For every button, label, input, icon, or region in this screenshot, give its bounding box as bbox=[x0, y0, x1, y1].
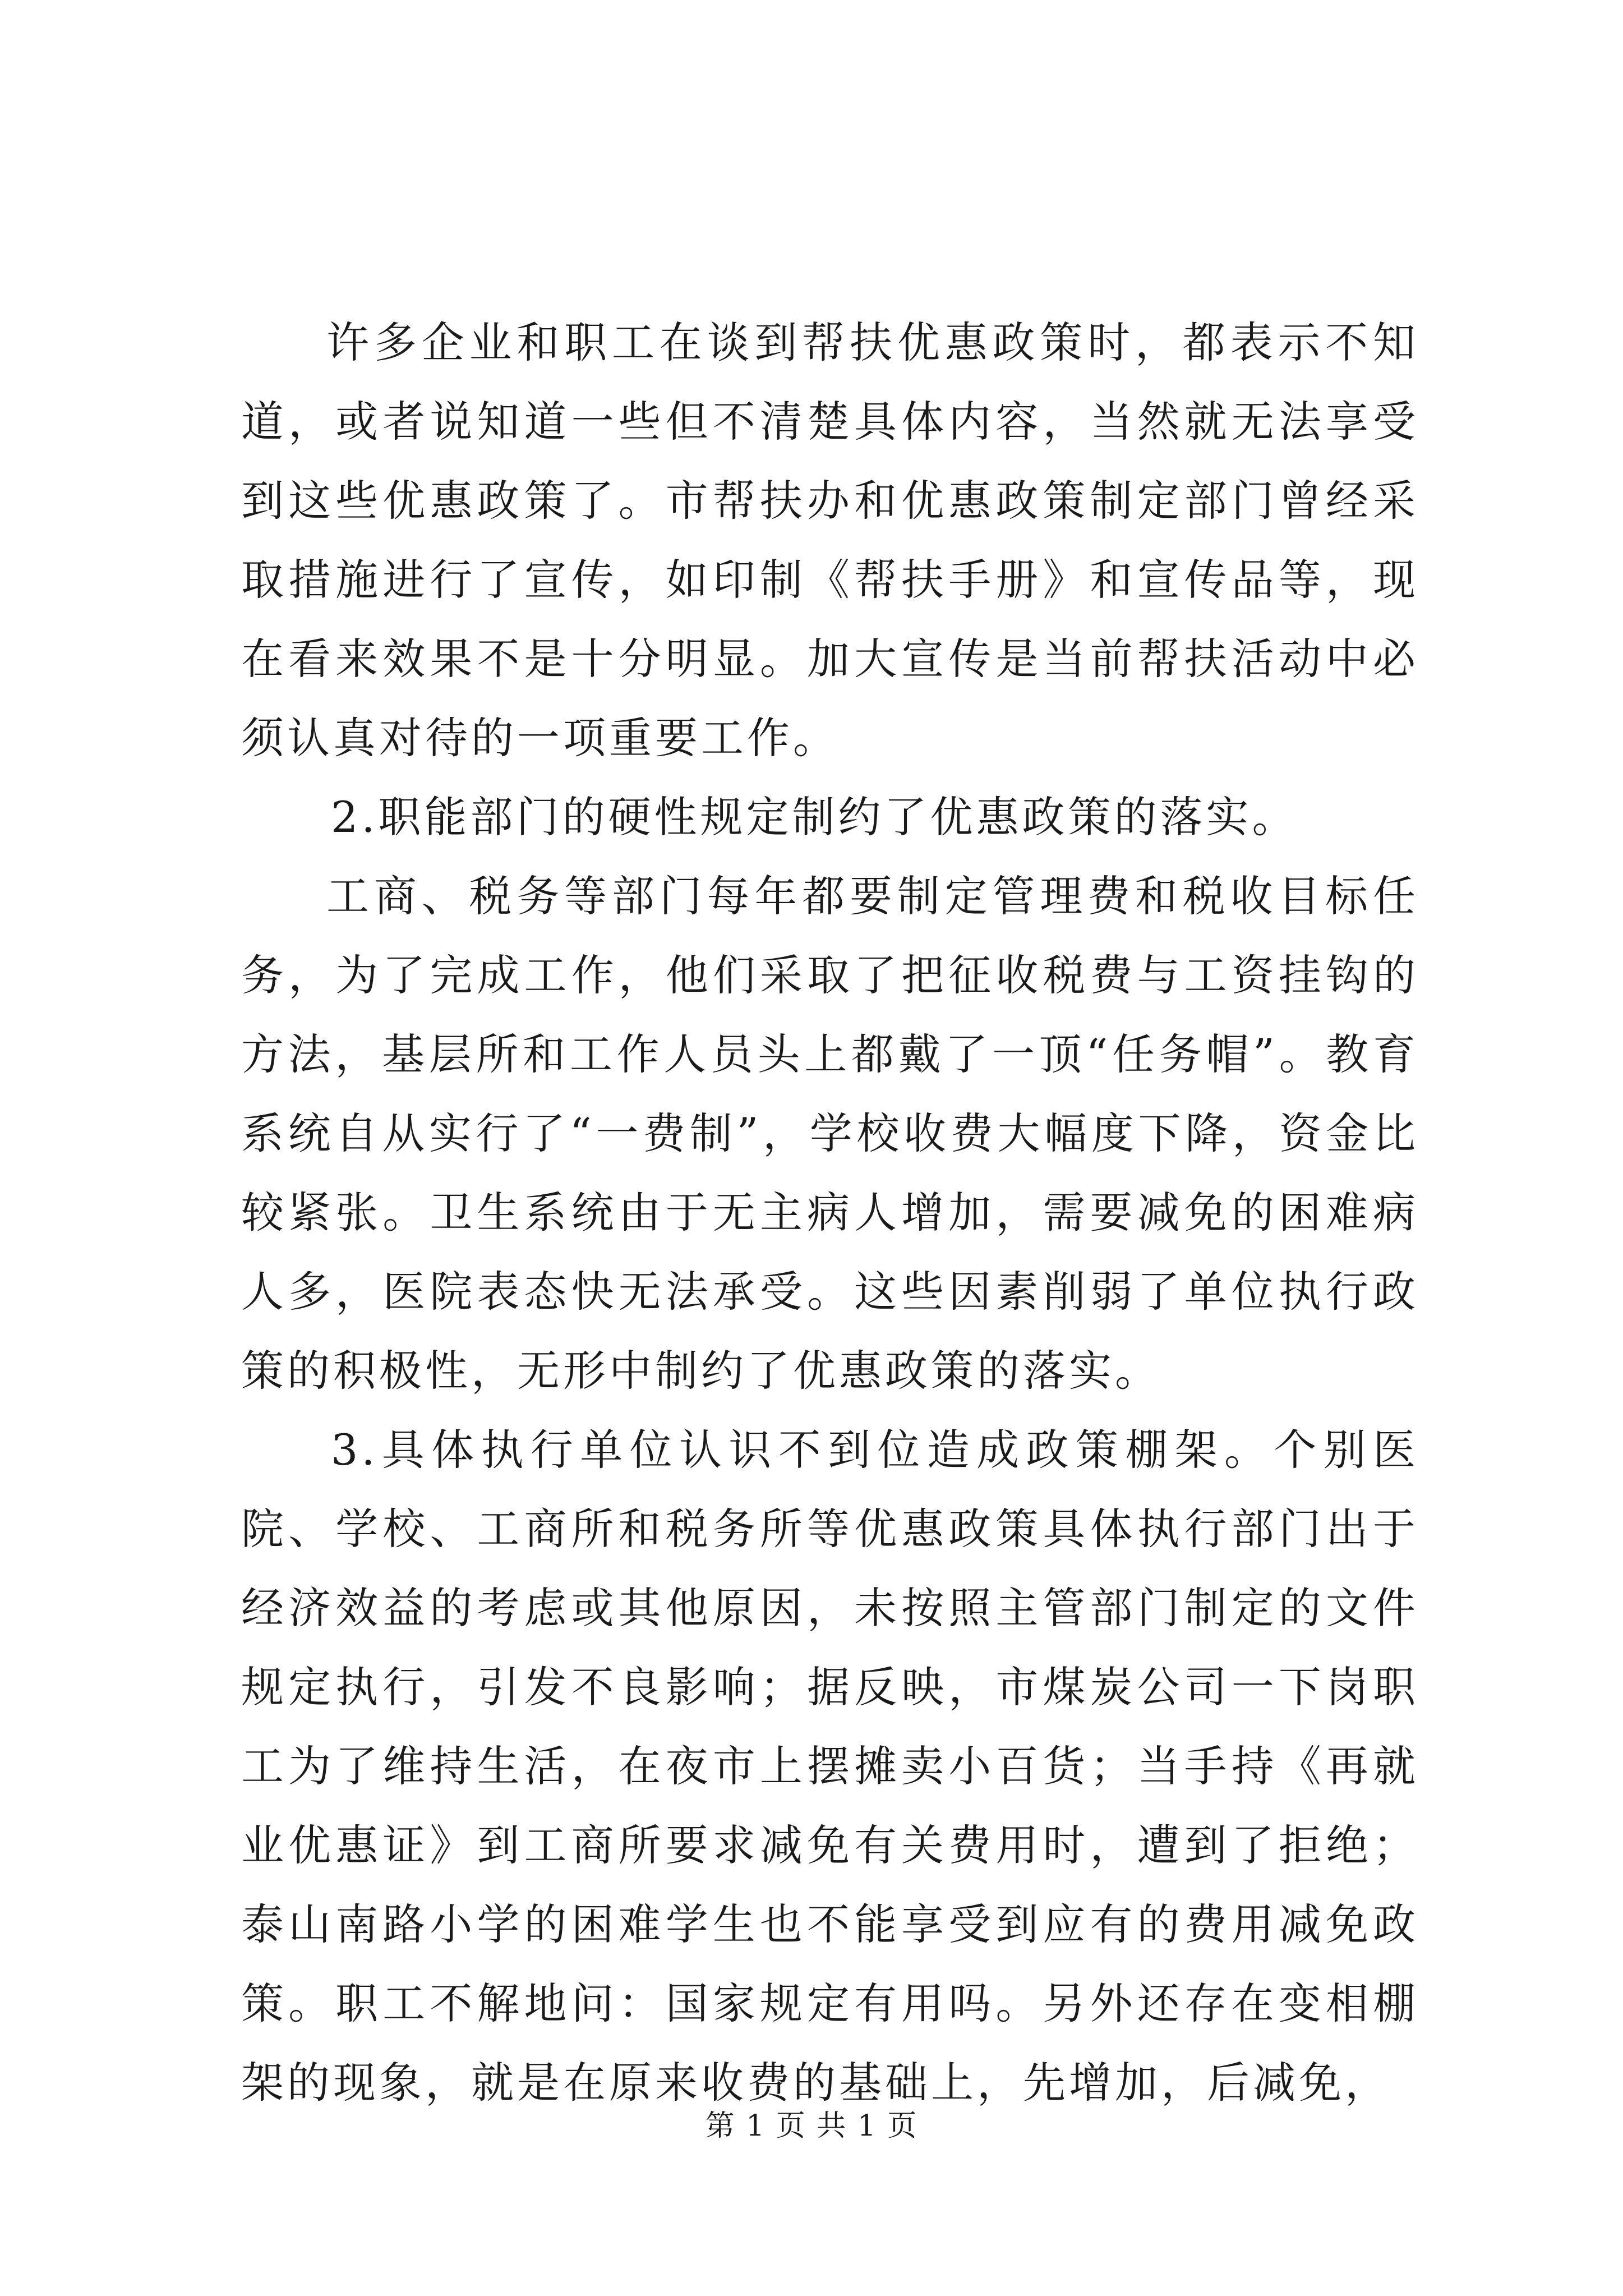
page-footer: 第 1 页 共 1 页 bbox=[705, 2109, 918, 2143]
paragraph-departments: 工商、税务等部门每年都要制定管理费和税收目标任务，为了完成工作，他们采取了把征收税费与工资挂钩的方法，基层所和工作人员头上都戴了一顶“任务帽”。教育系统自从实行了“一费制”，学校收费大幅度下降，资金比较紧张。卫生系统由于无主病人增加，需要减免的困难病人多，医院表态快无法承受。这些因素削弱了单位执行政策的积极性，无形中制约了优惠政策的落实。 bbox=[241, 871, 1419, 1396]
paragraph-heading-2: 2.职能部门的硬性规定制约了优惠政策的落实。 bbox=[331, 792, 1298, 842]
paragraph-heading-3: 3.具体执行单位认识不到位造成政策棚架。个别医院、学校、工商所和税务所等优惠政策具体执行部门出于经济效益的考虑或其他原因，未按照主管部门制定的文件规定执行，引发不良影响；据反映，市煤炭公司一下岗职工为了维持生活，在夜市上摆摊卖小百货；当手持《再就业优惠证》到工商所要求减免有关费用时，遭到了拒绝；泰山南路小学的困难学生也不能享受到应有的费用减免政策。职工不解地问：国家规定有用吗。另外还存在变相棚架的现象，就是在原来收费的基础上，先增加，后减免， bbox=[241, 1425, 1419, 2108]
document-body bbox=[241, 303, 1419, 2122]
paragraph-publicity: 许多企业和职工在谈到帮扶优惠政策时，都表示不知道，或者说知道一些但不清楚具体内容，当然就无法享受到这些优惠政策了。市帮扶办和优惠政策制定部门曾经采取措施进行了宣传，如印制《帮扶手册》和宣传品等，现在看来效果不是十分明显。加大宣传是当前帮扶活动中必须认真对待的一项重要工作。 bbox=[241, 318, 1419, 763]
